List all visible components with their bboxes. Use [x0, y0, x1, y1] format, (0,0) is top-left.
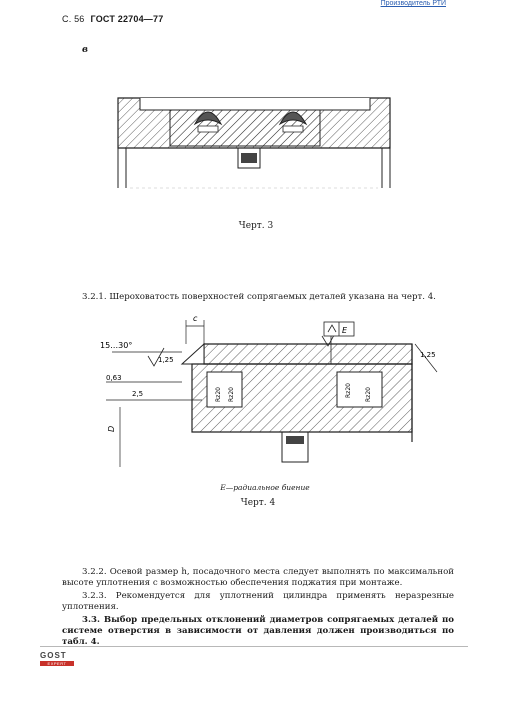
- dim-25: 2,5: [132, 390, 144, 398]
- logo-bar: [40, 661, 74, 666]
- logo-subtext: EXPERT: [47, 661, 67, 666]
- paragraph-3-2-1: 3.2.1. Шероховатость поверхностей сопрягаемых деталей указана на черт. 4.: [82, 292, 436, 302]
- paragraph-3-2-2: 3.2.2. Осевой размер h, посадочного места следует выполнять по максимальной высоте уплотнения с возможностью обеспечения поджатия при монтаже.: [62, 567, 454, 588]
- rz-4: Rz20: [365, 387, 372, 402]
- dim-E: E: [342, 326, 348, 335]
- dim-r1: 1,25: [158, 356, 174, 364]
- page-header: [62, 14, 163, 24]
- dim-angle: 15…30°: [100, 341, 133, 350]
- paragraph-3-3: 3.3. Выбор предельных отклонений диаметров сопрягаемых деталей по системе отверстия в зависимости от давления должен производиться по табл. 4.: [62, 615, 454, 647]
- figure4-drawing: [92, 312, 442, 472]
- rz-2: Rz20: [228, 387, 235, 402]
- page-number: С. 56: [62, 14, 85, 24]
- standard-code: ГОСТ 22704—77: [90, 14, 164, 24]
- gost-expert-logo[interactable]: [40, 652, 74, 666]
- figure3-drawing: [100, 88, 410, 198]
- rz-3: Rz20: [345, 383, 352, 398]
- dim-r2: 1,25: [420, 351, 436, 359]
- manufacturer-link[interactable]: Производитель РТИ: [380, 0, 446, 7]
- dim-063: 0,63: [106, 374, 122, 382]
- figure3-label: в: [82, 45, 88, 55]
- bottom-divider: [40, 646, 468, 647]
- dim-c: c: [193, 314, 198, 323]
- logo-text: GOST: [40, 651, 67, 660]
- figure3-caption: Черт. 3: [238, 221, 274, 231]
- figure4-legend: E—радиальное биение: [220, 483, 310, 492]
- dim-D: D: [107, 425, 116, 432]
- figure4-caption: Черт. 4: [240, 498, 276, 508]
- rz-1: Rz20: [215, 387, 222, 402]
- paragraph-3-2-3: 3.2.3. Рекомендуется для уплотнений цилиндра применять неразрезные уплотнения.: [62, 591, 454, 612]
